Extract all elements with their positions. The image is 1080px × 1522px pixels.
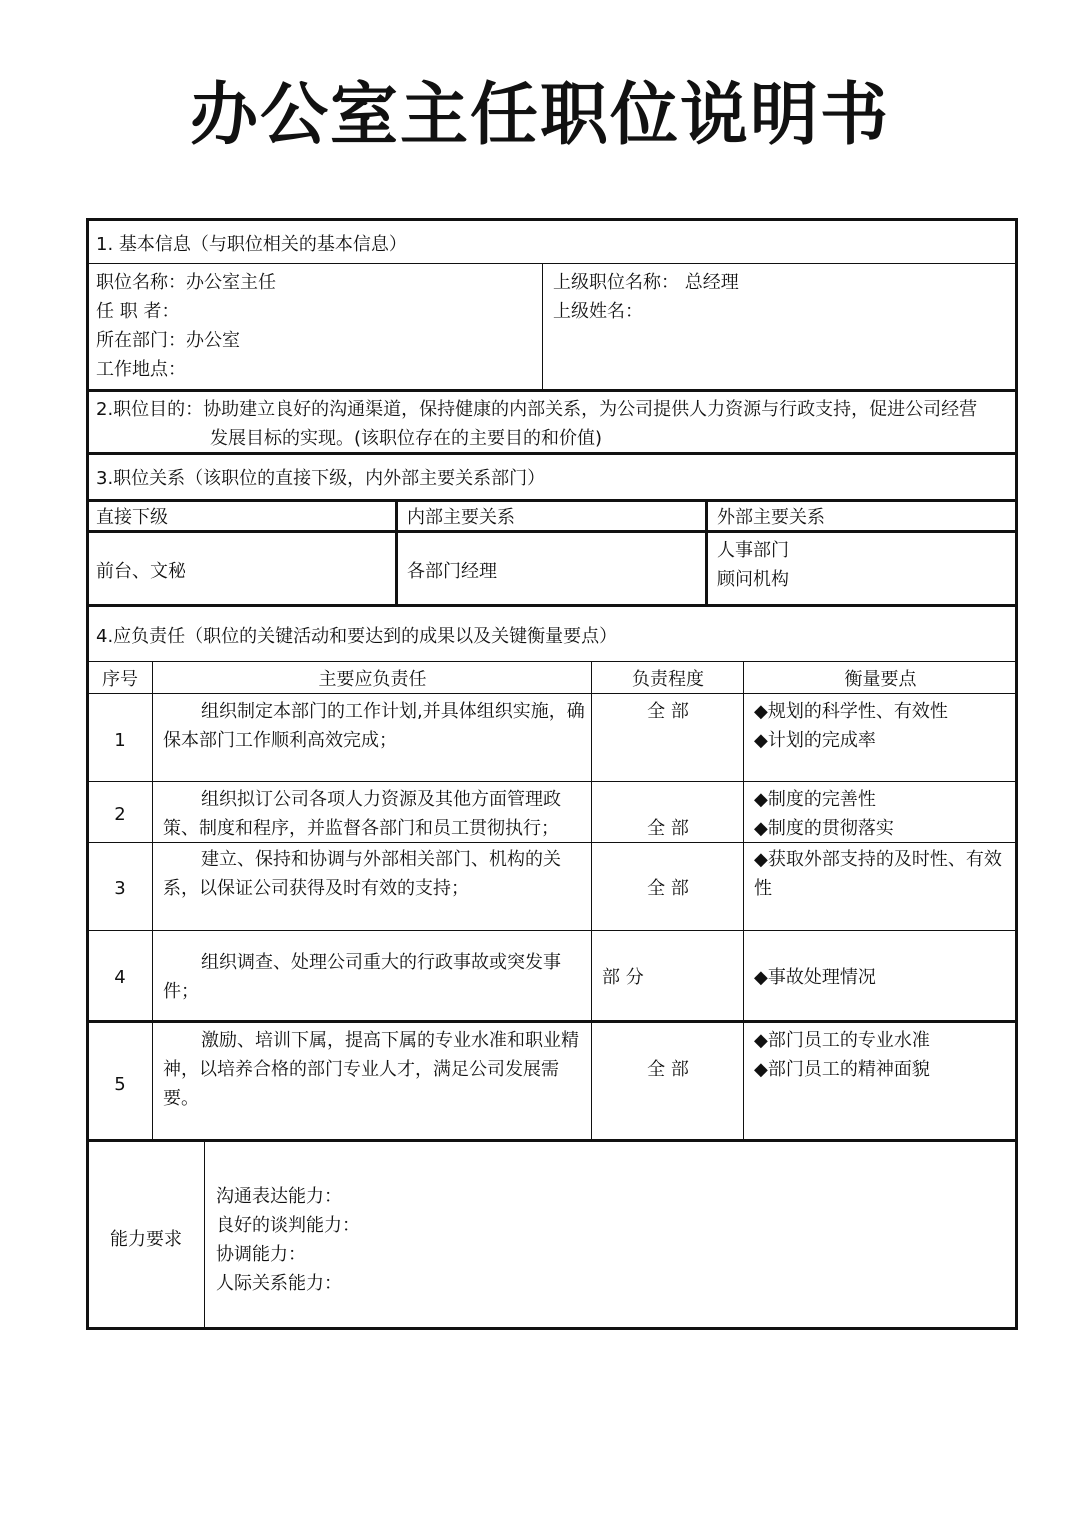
divider	[86, 661, 1018, 662]
divider	[86, 389, 1018, 392]
divider	[86, 604, 1018, 607]
divider	[86, 693, 1018, 694]
section4-heading: 4.应负责任（职位的关键活动和要达到的成果以及关键衡量要点）	[96, 626, 618, 647]
row-points	[754, 963, 1012, 992]
divider	[743, 661, 744, 1141]
position-name: 职位名称：办公室主任	[96, 272, 276, 293]
divider	[86, 499, 1018, 502]
row-number: 2	[114, 804, 126, 825]
measure-point: ◆部门员工的精神面貌	[754, 1059, 930, 1080]
external-relations	[717, 536, 1007, 594]
direct-subordinates: 前台、文秘	[96, 561, 186, 582]
divider	[705, 499, 708, 605]
header-internal-relations: 内部主要关系	[407, 507, 515, 528]
row-points	[754, 785, 1012, 843]
divider	[86, 263, 1018, 264]
divider	[86, 452, 1018, 455]
header-no: 序号	[102, 669, 138, 690]
row-points	[754, 697, 1012, 755]
ability-item: 协调能力：	[216, 1244, 306, 1265]
measure-point: ◆制度的完善性	[754, 789, 876, 810]
basic-info-right	[553, 268, 1003, 326]
row-duty: 组织制定本部门的工作计划,并具体组织实施，确保本部门工作顺利高效完成；	[163, 701, 585, 751]
header-external-relations: 外部主要关系	[717, 507, 825, 528]
purpose-line2: 发展目标的实现。(该职位存在的主要目的和价值)	[210, 428, 603, 449]
row-points	[754, 1026, 1012, 1084]
measure-point: ◆计划的完成率	[754, 730, 876, 751]
external-relation-item: 顾问机构	[717, 569, 789, 590]
superior-position: 上级职位名称： 总经理	[553, 272, 739, 293]
superior-name: 上级姓名：	[553, 301, 643, 322]
row-number: 3	[114, 878, 126, 899]
department: 所在部门：办公室	[96, 330, 240, 351]
measure-point: ◆部门员工的专业水准	[754, 1030, 930, 1051]
divider	[542, 263, 543, 390]
ability-item: 人际关系能力：	[216, 1273, 342, 1294]
ability-item: 沟通表达能力：	[216, 1186, 342, 1207]
incumbent: 任 职 者：	[96, 301, 180, 322]
divider	[86, 530, 1018, 533]
row-duty: 激励、培训下属，提高下属的专业水准和职业精神，以培养合格的部门专业人才，满足公司发展需要。	[163, 1030, 579, 1109]
position-purpose	[96, 395, 1016, 453]
header-points: 衡量要点	[844, 669, 917, 690]
ability-label: 能力要求	[110, 1229, 182, 1250]
purpose-label: 2.职位目的：	[96, 399, 204, 420]
header-duty: 主要应负责任	[318, 669, 427, 690]
measure-point: ◆事故处理情况	[754, 967, 876, 988]
header-direct-subordinates: 直接下级	[96, 507, 168, 528]
row-duty: 建立、保持和协调与外部相关部门、机构的关系，以保证公司获得及时有效的支持；	[163, 849, 561, 899]
basic-info-left	[96, 268, 526, 384]
row-duty: 组织拟订公司各项人力资源及其他方面管理政策、制度和程序，并监督各部门和员工贯彻执行；	[163, 789, 561, 839]
section3-heading: 3.职位关系（该职位的直接下级，内外部主要关系部门）	[96, 468, 546, 489]
ability-items	[216, 1182, 1006, 1298]
divider	[86, 1020, 1018, 1023]
divider	[86, 930, 1018, 931]
divider	[152, 661, 153, 1141]
purpose-line1: 协助建立良好的沟通渠道，保持健康的内部关系，为公司提供人力资源与行政支持，促进公司经营	[203, 399, 978, 420]
row-degree: 全 部	[647, 818, 689, 839]
ability-item: 良好的谈判能力：	[216, 1215, 360, 1236]
row-degree: 全 部	[647, 701, 689, 722]
row-degree: 全 部	[647, 878, 689, 899]
measure-point: ◆规划的科学性、有效性	[754, 701, 948, 722]
page-title: 办公室主任职位说明书	[189, 76, 890, 155]
divider	[86, 781, 1018, 782]
internal-relations: 各部门经理	[407, 561, 497, 582]
measure-point: ◆获取外部支持的及时性、有效性	[754, 849, 1002, 899]
row-duty: 组织调查、处理公司重大的行政事故或突发事件；	[163, 952, 561, 1002]
measure-point: ◆制度的贯彻落实	[754, 818, 894, 839]
row-degree: 全 部	[647, 1059, 689, 1080]
work-location: 工作地点：	[96, 359, 186, 380]
divider	[86, 1139, 1018, 1142]
header-degree: 负责程度	[632, 669, 704, 690]
row-number: 4	[114, 967, 126, 988]
row-points	[754, 845, 1012, 903]
divider	[86, 842, 1018, 843]
divider	[591, 661, 592, 1141]
external-relation-item: 人事部门	[717, 540, 789, 561]
section1-heading: 1. 基本信息（与职位相关的基本信息）	[96, 234, 407, 255]
divider	[395, 499, 398, 605]
job-description-table	[86, 218, 1018, 1330]
row-number: 5	[114, 1074, 126, 1095]
row-number: 1	[114, 730, 126, 751]
row-degree: 部 分	[602, 967, 644, 988]
divider	[204, 1141, 205, 1329]
